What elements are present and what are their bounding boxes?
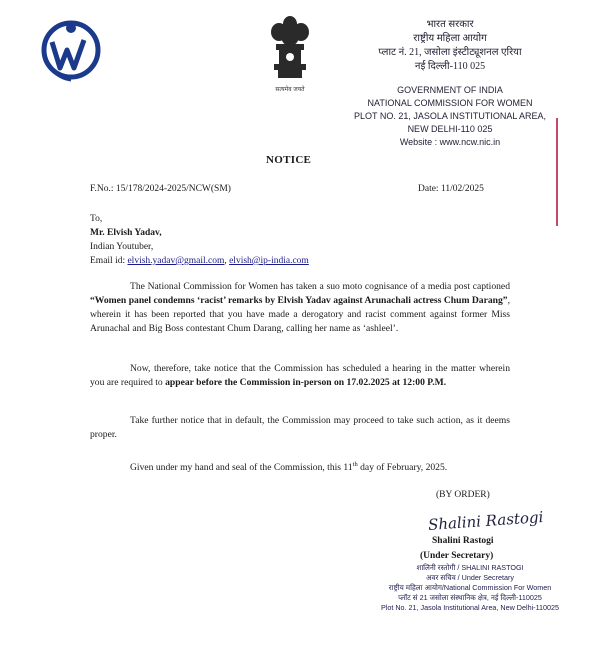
header-english-line: NEW DELHI-110 025 <box>407 124 493 134</box>
para2-text: Now, therefore, take notice that the Commission has scheduled a hearing in the matter wherein you are required to <box>90 363 510 388</box>
notice-title: NOTICE <box>266 154 312 166</box>
addressee-role: Indian Youtuber, <box>90 242 154 252</box>
stamp-line: Plot No. 21, Jasola Institutional Area, New Delhi-110025 <box>380 603 560 612</box>
file-number: F.No.: 15/178/2024-2025/NCW(SM) <box>90 184 231 194</box>
para1-text: The National Commission for Women has taken a suo moto cognisance of a media post captioned <box>130 281 510 292</box>
header-hindi-line: नई दिल्ली-110 025 <box>414 61 486 72</box>
para4-superscript: th <box>352 461 358 468</box>
header-hindi-line: प्लाट नं. 21, जसोला इंस्टीट्यूशनल एरिया <box>378 47 522 58</box>
email-link-1[interactable]: elvish.yadav@gmail.com <box>127 256 225 266</box>
stamp-line: शालिनी रस्तोगी / SHALINI RASTOGI <box>416 563 524 572</box>
addressee-email-line <box>90 254 490 268</box>
header-hindi <box>340 18 560 74</box>
national-emblem <box>262 14 318 94</box>
stamp-line: अवर सचिव / Under Secretary <box>425 573 515 582</box>
signatory-designation: (Under Secretary) <box>420 551 494 561</box>
signatory-name: Shalini Rastogi <box>432 536 494 546</box>
header-english <box>335 84 565 149</box>
header-hindi-line: भारत सरकार <box>426 19 474 30</box>
email-separator: , <box>224 256 227 266</box>
addressee-name: Mr. Elvish Yadav, <box>90 228 162 238</box>
stamp-line: प्लॉट सं 21 जसोला संस्थानिक क्षेत्र, नई दिल्ली-110025 <box>398 593 542 602</box>
header-english-line: PLOT NO. 21, JASOLA INSTITUTIONAL AREA, <box>353 111 547 121</box>
accent-line <box>556 118 558 226</box>
notice-date: Date: 11/02/2025 <box>418 184 484 194</box>
paragraph-3 <box>90 414 510 442</box>
by-order: (BY ORDER) <box>436 490 490 500</box>
para4-text-end: day of February, 2025. <box>357 462 448 474</box>
para2-bold-hearing: appear before the Commission in-person on 17.02.2025 at 12:00 P.M. <box>165 377 447 388</box>
para4-text: Given under my hand and seal of the Commission, this 11 <box>130 462 353 474</box>
emblem-motto: सत्यमेव जयते <box>275 87 305 93</box>
paragraph-2 <box>90 362 510 390</box>
para1-text-end: , wherein it has been reported that you have made a derogatory and racist comment against former Miss Arunachal and Big Boss contestant Chum Darang, calling her name as ‘ashleel’. <box>90 295 510 334</box>
para3-text: Take further notice that in default, the Commission may proceed to take such action, as it deems proper. <box>90 415 510 440</box>
handwritten-signature: Shalini Rastogi <box>427 507 544 535</box>
header-website: Website : www.ncw.nic.in <box>399 137 501 147</box>
stamp-line: राष्ट्रीय महिला आयोग/National Commission For Women <box>388 583 552 592</box>
para1-bold-caption: “Women panel condemns ‘racist’ remarks by Elvish Yadav against Arunachali actress Chum Darang” <box>90 295 508 306</box>
paragraph-4 <box>90 458 510 475</box>
header-english-line: GOVERNMENT OF INDIA <box>397 85 503 95</box>
header-english-line: NATIONAL COMMISSION FOR WOMEN <box>367 98 533 108</box>
email-label: Email id: <box>90 256 126 266</box>
ncw-logo <box>40 16 102 88</box>
addressee-block <box>90 212 490 268</box>
paragraph-1 <box>90 280 510 336</box>
email-link-2[interactable]: elvish@ip-india.com <box>229 256 309 266</box>
to-label: To, <box>90 214 103 224</box>
header-hindi-line: राष्ट्रीय महिला आयोग <box>413 33 487 44</box>
official-stamp <box>380 563 560 613</box>
